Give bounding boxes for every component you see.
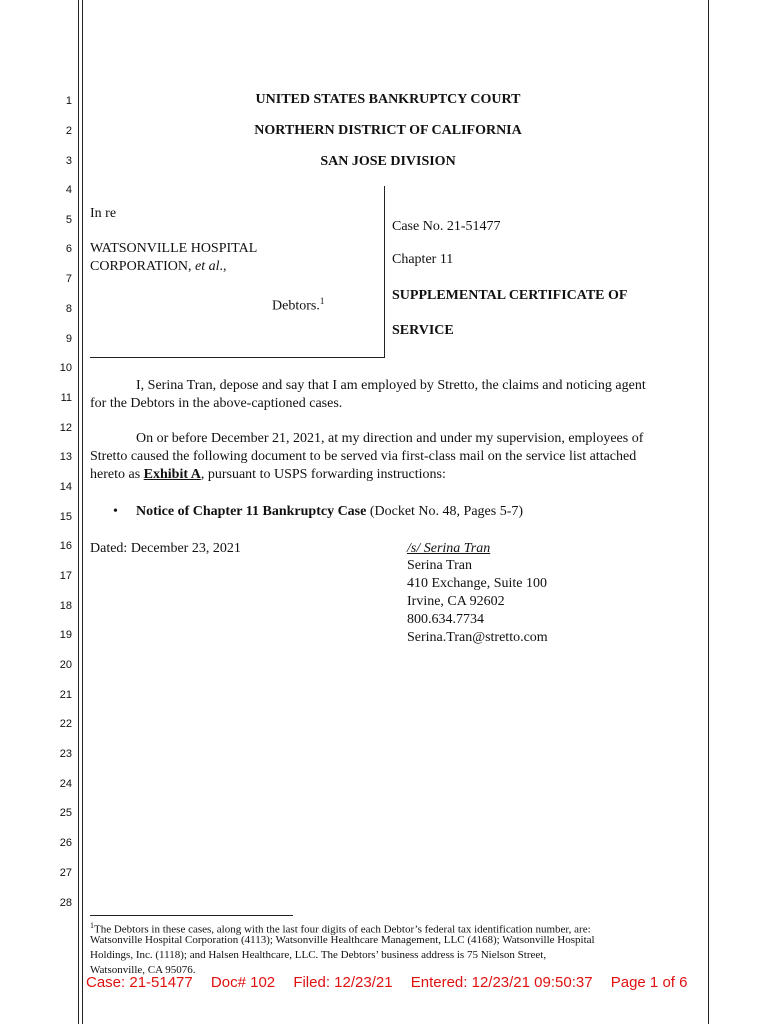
filing-stamp bbox=[86, 974, 701, 991]
para2-line1: On or before December 21, 2021, at my direction and under my supervision, employees of bbox=[136, 431, 644, 446]
right-margin-rule bbox=[708, 0, 709, 1024]
debtor-name-line2 bbox=[90, 258, 227, 276]
debtors-text: Debtors. bbox=[272, 298, 320, 314]
signer-name: Serina Tran bbox=[407, 558, 472, 573]
stamp-doc: Doc# 102 bbox=[210, 974, 276, 991]
line-number: 28 bbox=[59, 897, 72, 909]
para1-line2: for the Debtors in the above-captioned cases. bbox=[90, 396, 343, 411]
court-name: UNITED STATES BANKRUPTCY COURT bbox=[255, 92, 521, 107]
line-number: 3 bbox=[65, 155, 72, 167]
line-number: 20 bbox=[59, 659, 72, 671]
in-re-label: In re bbox=[90, 206, 117, 221]
line-number: 6 bbox=[65, 243, 72, 255]
stamp-case: Case: 21-51477 bbox=[86, 974, 193, 991]
para2-line3 bbox=[90, 466, 446, 484]
line-number: 25 bbox=[59, 807, 72, 819]
e-signature: /s/ Serina Tran bbox=[407, 541, 491, 556]
debtor-corporation: CORPORATION, bbox=[90, 259, 192, 274]
case-number: Case No. 21-51477 bbox=[392, 219, 501, 234]
line-number: 22 bbox=[59, 718, 72, 730]
line-number: 2 bbox=[65, 125, 72, 137]
footnote-line3: Holdings, Inc. (1118); and Halsen Healthcare, LLC. The Debtors’ business address is 75 Nielson Street, bbox=[90, 949, 547, 961]
line-number: 11 bbox=[60, 392, 72, 404]
para2-line2: Stretto caused the following document to be served via first-class mail on the service list attached bbox=[90, 449, 637, 464]
para1-line1: I, Serina Tran, depose and say that I am employed by Stretto, the claims and noticing agent bbox=[136, 378, 646, 393]
line-number: 17 bbox=[59, 570, 72, 582]
para2-post: , pursuant to USPS forwarding instructions: bbox=[200, 467, 446, 482]
footnote-number: 1 bbox=[90, 921, 94, 930]
stamp-page: Page 1 of 6 bbox=[610, 974, 688, 991]
footnote-line2: Watsonville Hospital Corporation (4113); Watsonville Healthcare Management, LLC (4168); Watsonville Hospital bbox=[90, 934, 595, 946]
et-al: et al bbox=[195, 259, 220, 274]
chapter: Chapter 11 bbox=[392, 252, 454, 267]
footnote-line4: Watsonville, CA 95076. bbox=[90, 964, 196, 976]
footnote-mark: 1 bbox=[319, 296, 325, 306]
signer-phone: 800.634.7734 bbox=[407, 612, 484, 627]
stamp-filed: Filed: 12/23/21 bbox=[293, 974, 393, 991]
line-number: 15 bbox=[59, 511, 72, 523]
signer-email: Serina.Tran@stretto.com bbox=[407, 630, 548, 645]
document-title-line2: SERVICE bbox=[392, 323, 454, 338]
footnote-separator bbox=[90, 915, 293, 916]
debtor-name-line1: WATSONVILLE HOSPITAL bbox=[90, 241, 258, 256]
line-number: 14 bbox=[59, 481, 72, 493]
line-number: 5 bbox=[65, 214, 72, 226]
line-number: 16 bbox=[59, 540, 72, 552]
line-number: 26 bbox=[59, 837, 72, 849]
line-number: 12 bbox=[59, 422, 72, 434]
et-al-suffix: ., bbox=[219, 259, 227, 274]
line-number: 10 bbox=[59, 362, 72, 374]
exhibit-a-reference: Exhibit A bbox=[143, 467, 201, 482]
document-title-line1: SUPPLEMENTAL CERTIFICATE OF bbox=[392, 288, 628, 303]
line-number: 21 bbox=[59, 689, 72, 701]
docket-reference: (Docket No. 48, Pages 5-7) bbox=[366, 504, 524, 519]
debtors-label bbox=[272, 292, 324, 316]
line-number: 13 bbox=[59, 451, 72, 463]
line-number: 9 bbox=[65, 333, 72, 345]
bullet-item bbox=[113, 503, 118, 521]
bullet-text bbox=[136, 503, 523, 521]
caption-vertical-rule bbox=[384, 186, 385, 358]
left-margin-rule-outer bbox=[78, 0, 79, 1024]
caption-horizontal-rule bbox=[90, 357, 385, 358]
stamp-entered: Entered: 12/23/21 09:50:37 bbox=[410, 974, 593, 991]
footnote-text1: The Debtors in these cases, along with the last four digits of each Debtor’s federal tax identification number, are: bbox=[94, 923, 591, 936]
signature-line bbox=[407, 540, 490, 558]
line-number: 18 bbox=[59, 600, 72, 612]
court-division: SAN JOSE DIVISION bbox=[320, 154, 456, 169]
signer-address1: 410 Exchange, Suite 100 bbox=[407, 576, 547, 591]
court-district: NORTHERN DISTRICT OF CALIFORNIA bbox=[254, 123, 522, 138]
line-number: 7 bbox=[65, 273, 72, 285]
line-number: 24 bbox=[59, 778, 72, 790]
line-number: 23 bbox=[59, 748, 72, 760]
signer-address2: Irvine, CA 92602 bbox=[407, 594, 505, 609]
line-number: 4 bbox=[65, 184, 72, 196]
line-number: 19 bbox=[59, 629, 72, 641]
notice-title: Notice of Chapter 11 Bankruptcy Case bbox=[136, 504, 367, 519]
para2-pre: hereto as bbox=[90, 467, 144, 482]
bullet-icon: • bbox=[113, 504, 118, 519]
line-number: 8 bbox=[65, 303, 72, 315]
dated-line: Dated: December 23, 2021 bbox=[90, 541, 241, 556]
line-number: 1 bbox=[65, 95, 72, 107]
left-margin-rule-inner bbox=[82, 0, 83, 1024]
line-number: 27 bbox=[59, 867, 72, 879]
